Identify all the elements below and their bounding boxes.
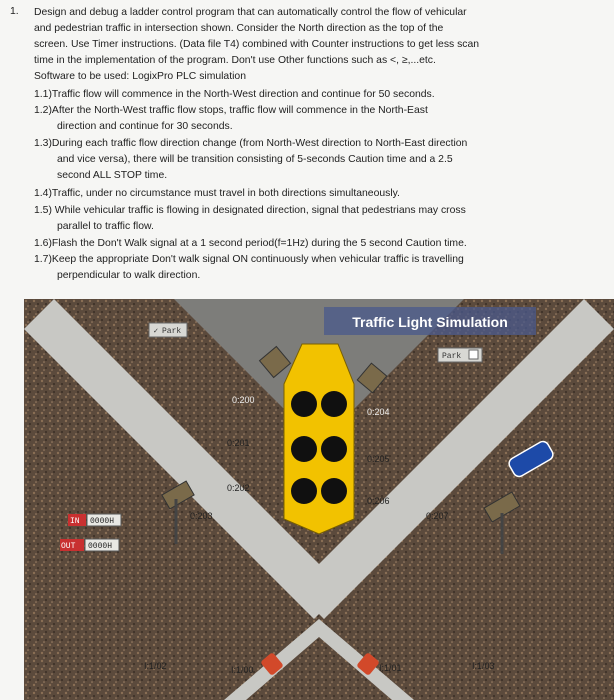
- intro-line: screen. Use Timer instructions. (Data file T4) combined with Counter instructions to get less scan: [34, 39, 480, 50]
- requirement-1-5: 1.5) While vehicular traffic is flowing in designated direction, signal that pedestrians may cross: [34, 205, 466, 216]
- requirement-1-5-cont: parallel to traffic flow.: [57, 221, 154, 232]
- requirement-1-7-cont: perpendicular to walk direction.: [57, 270, 201, 281]
- requirement-1-7: 1.7)Keep the appropriate Don't walk signal ON continuously when vehicular traffic is travelling: [34, 254, 464, 265]
- simulation-title: Traffic Light Simulation: [352, 314, 508, 330]
- addr-o201: 0:201: [227, 438, 250, 448]
- light-lamp-ne-amber: [321, 436, 347, 462]
- addr-o203: 0:203: [190, 511, 213, 521]
- addr-i100: I:1/00: [231, 665, 254, 675]
- requirement-1-1: 1.1)Traffic flow will commence in the North-West direction and continue for 50 seconds.: [34, 89, 435, 100]
- question-number: 1.: [10, 6, 19, 17]
- park-left-label: Park: [162, 327, 182, 336]
- addr-o205: 0:205: [367, 454, 390, 464]
- light-lamp-ne-red: [321, 391, 347, 417]
- out-value: 0000H: [88, 542, 113, 551]
- in-value: 0000H: [90, 517, 115, 526]
- main-traffic-light: [284, 344, 354, 534]
- software-line: Software to be used: LogixPro PLC simulation: [34, 71, 246, 82]
- intro-line: and pedestrian traffic in intersection shown. Consider the North direction as the top of the: [34, 23, 444, 34]
- intro-line: Design and debug a ladder control program that can automatically control the flow of vehicular: [34, 7, 467, 18]
- requirement-1-4: 1.4)Traffic, under no circumstance must travel in both directions simultaneously.: [34, 188, 400, 199]
- addr-i102: I:1/02: [144, 661, 167, 671]
- addr-o207: 0:207: [426, 511, 449, 521]
- requirement-1-6: 1.6)Flash the Don't Walk signal at a 1 second period(f=1Hz) during the 5 second Caution time.: [34, 238, 467, 249]
- requirement-1-3-cont: and vice versa), there will be transition consisting of 5-seconds Caution time and a 2.5: [57, 154, 453, 165]
- addr-i103: I:1/03: [472, 661, 495, 671]
- park-right-label: Park: [442, 352, 462, 361]
- intro-line: time in the implementation of the program. Don't use Other functions such as <, ≥,...etc.: [34, 55, 436, 66]
- addr-i101: I:1/01: [379, 663, 402, 673]
- requirement-1-2-cont: direction and continue for 30 seconds.: [57, 121, 233, 132]
- park-sign-right[interactable]: [438, 348, 482, 362]
- addr-o204: 0:204: [367, 407, 390, 417]
- light-lamp-nw-green: [291, 478, 317, 504]
- addr-o202: 0:202: [227, 483, 250, 493]
- requirement-1-3-cont: second ALL STOP time.: [57, 170, 168, 181]
- light-lamp-nw-red: [291, 391, 317, 417]
- requirement-1-3: 1.3)During each traffic flow direction change (from North-West direction to North-East direction: [34, 138, 468, 149]
- traffic-light-simulation: [24, 299, 614, 700]
- svg-text:✓: ✓: [153, 328, 159, 335]
- addr-o206: 0:206: [367, 496, 390, 506]
- light-lamp-ne-green: [321, 478, 347, 504]
- in-label: IN: [70, 517, 80, 526]
- requirement-1-2: 1.2)After the North-West traffic flow stops, traffic flow will commence in the North-East: [34, 105, 428, 116]
- out-label: OUT: [61, 542, 76, 551]
- light-lamp-nw-amber: [291, 436, 317, 462]
- park-sign-left[interactable]: [149, 323, 187, 337]
- addr-o200: 0:200: [232, 395, 255, 405]
